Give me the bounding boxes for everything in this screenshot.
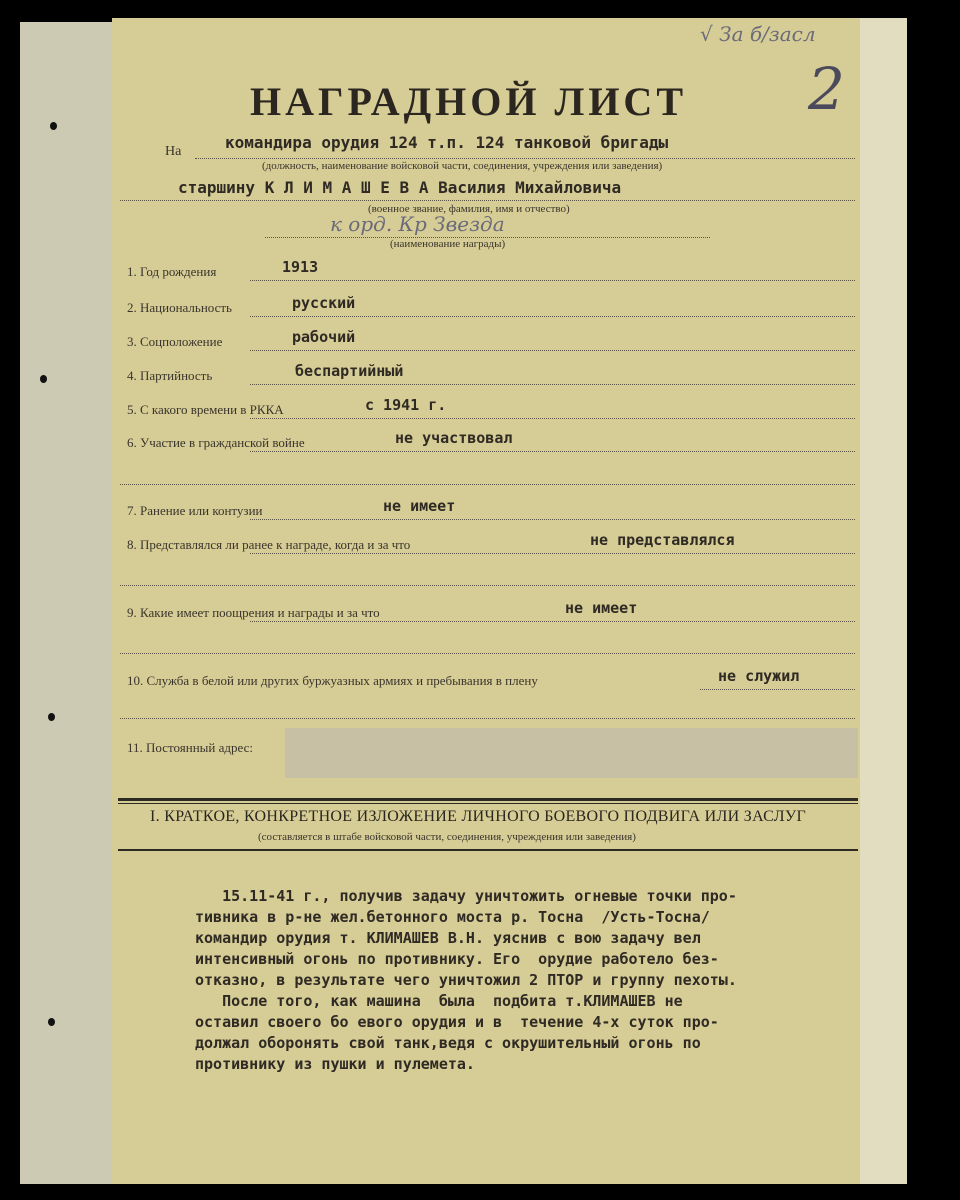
field-label: 9. Какие имеет поощрения и награды и за что: [127, 605, 380, 620]
field-value: не представлялся: [590, 531, 735, 549]
field-label: 7. Ранение или контузии: [127, 503, 263, 518]
punch-hole: [50, 122, 57, 130]
punch-hole: [48, 1018, 55, 1026]
punch-hole: [40, 375, 47, 383]
merit-description: 15.11-41 г., получив задачу уничтожить огневые точки про- тивника в р-не жел.бетонного моста р. Тосна /Усть-Тосна/ командир орудия т. КЛИМАШЕВ В.Н. уяснив с вою задачу вел интенсивный огонь по противнику. Его орудие работело без- отказно, в результате чего уничтожил 2 ПТОР и группу пехоты. После того, как машина была подбита т.КЛИМАШЕВ не оставил своего бо евого орудия и в течение 4-х суток про- должал оборонять свой танк,ведя с окрушительный огонь по противнику из пушки и пулемета.: [195, 887, 737, 1073]
field-value: не служил: [718, 667, 800, 685]
award-caption: (наименование награды): [390, 238, 506, 250]
field-label: 1. Год рождения: [127, 264, 217, 279]
corner-number: 2: [808, 55, 845, 123]
na-label: На: [165, 144, 182, 159]
field-value: с 1941 г.: [365, 396, 447, 414]
redacted-address: [285, 728, 858, 778]
punch-hole: [48, 713, 55, 721]
section-heading: I. КРАТКОЕ, КОНКРЕТНОЕ ИЗЛОЖЕНИЕ ЛИЧНОГО БОЕВОГО ПОДВИГА ИЛИ ЗАСЛУГ: [150, 808, 807, 825]
field-label: 11. Постоянный адрес:: [127, 740, 253, 755]
position-value: командира орудия 124 т.п. 124 танковой бригады: [225, 133, 669, 152]
field-value: не имеет: [565, 599, 638, 617]
field-value: не имеет: [383, 497, 456, 515]
field-value: 1913: [282, 258, 319, 276]
field-label: 5. С какого времени в РККА: [127, 402, 284, 417]
page-title: НАГРАДНОЙ ЛИСТ: [250, 79, 687, 124]
field-label: 2. Национальность: [127, 300, 232, 315]
corner-note: √ За б/засл: [700, 22, 816, 46]
field-value: не участвовал: [395, 429, 513, 447]
section-subheading: (составляется в штабе войсковой части, соединения, учреждения или заведения): [258, 831, 636, 843]
field-label: 3. Соцположение: [127, 334, 223, 349]
person-value: старшину К Л И М А Ш Е В А Василия Михайловича: [178, 178, 622, 197]
field-label: 10. Служба в белой или других буржуазных армиях и пребывания в плену: [127, 673, 538, 688]
field-value: русский: [292, 294, 356, 312]
award-value: к орд. Кр Звезда: [330, 212, 505, 236]
field-label: 8. Представлялся ли ранее к награде, когда и за что: [127, 537, 411, 552]
field-label: 6. Участие в гражданской войне: [127, 435, 305, 450]
left-paper-strip: [20, 22, 115, 1184]
field-value: беспартийный: [295, 362, 404, 380]
field-value: рабочий: [292, 328, 356, 346]
field-label: 4. Партийность: [127, 368, 213, 383]
position-caption: (должность, наименование войсковой части, соединения, учреждения или заведения): [262, 160, 663, 172]
person-caption: (военное звание, фамилия, имя и отчество): [368, 203, 570, 215]
